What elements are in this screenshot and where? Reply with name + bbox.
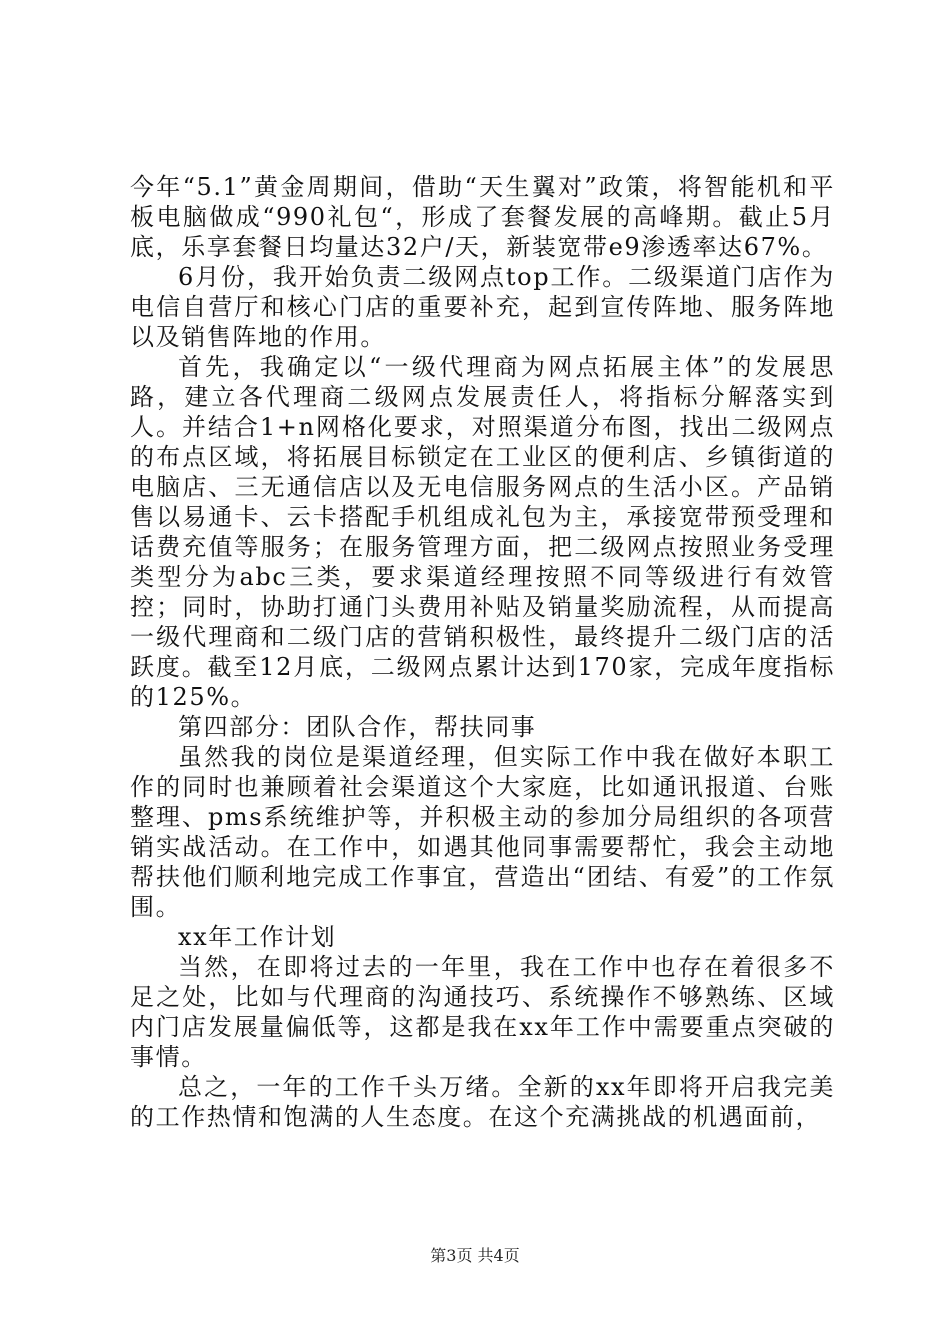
paragraph-conclusion: 总之，一年的工作千头万绪。全新的xx年即将开启我完美的工作热情和饱满的人生态度。在这个充满挑战的机遇面前， <box>130 1073 835 1131</box>
document-body <box>130 172 835 1132</box>
paragraph-golden-week: 今年“5.1”黄金周期间，借助“天生翼对”政策，将智能机和平板电脑做成“990礼包“，形成了套餐发展的高峰期。截止5月底，乐享套餐日均量达32户/天，新装宽带e9渗透率达67%。 <box>130 173 835 261</box>
paragraph-teamwork: 虽然我的岗位是渠道经理，但实际工作中我在做好本职工作的同时也兼顾着社会渠道这个大家庭，比如通讯报道、台账整理、pms系统维护等，并积极主动的参加分局组织的各项营销实战活动。在工作中，如遇其他同事需要帮忙，我会主动地帮扶他们顺利地完成工作事宜，营造出“团结、有爱”的工作氛围。 <box>130 743 835 921</box>
section-heading-work-plan: xx年工作计划 <box>178 923 337 951</box>
paragraph-june-top: 6月份，我开始负责二级网点top工作。二级渠道门店作为电信自营厅和核心门店的重要补充，起到宣传阵地、服务阵地以及销售阵地的作用。 <box>130 263 835 351</box>
page-number-footer: 第3页 共4页 <box>430 1246 520 1265</box>
section-heading-teamwork: 第四部分：团队合作，帮扶同事 <box>178 713 537 741</box>
paragraph-development-strategy: 首先，我确定以“一级代理商为网点拓展主体”的发展思路，建立各代理商二级网点发展责任人，将指标分解落实到人。并结合1+n网格化要求，对照渠道分布图，找出二级网点的布点区域，将拓展目标锁定在工业区的便利店、乡镇街道的电脑店、三无通信店以及无电信服务网点的生活小区。产品销售以易通卡、云卡搭配手机组成礼包为主，承接宽带预受理和话费充值等服务；在服务管理方面，把二级网点按照业务受理类型分为abc三类，要求渠道经理按照不同等级进行有效管控；同时，协助打通门头费用补贴及销量奖励流程，从而提高一级代理商和二级门店的营销积极性，最终提升二级门店的活跃度。截至12月底，二级网点累计达到170家，完成年度指标的125%。 <box>130 353 835 711</box>
paragraph-shortcomings: 当然，在即将过去的一年里，我在工作中也存在着很多不足之处，比如与代理商的沟通技巧、系统操作不够熟练、区域内门店发展量偏低等，这都是我在xx年工作中需要重点突破的事情。 <box>130 953 835 1071</box>
